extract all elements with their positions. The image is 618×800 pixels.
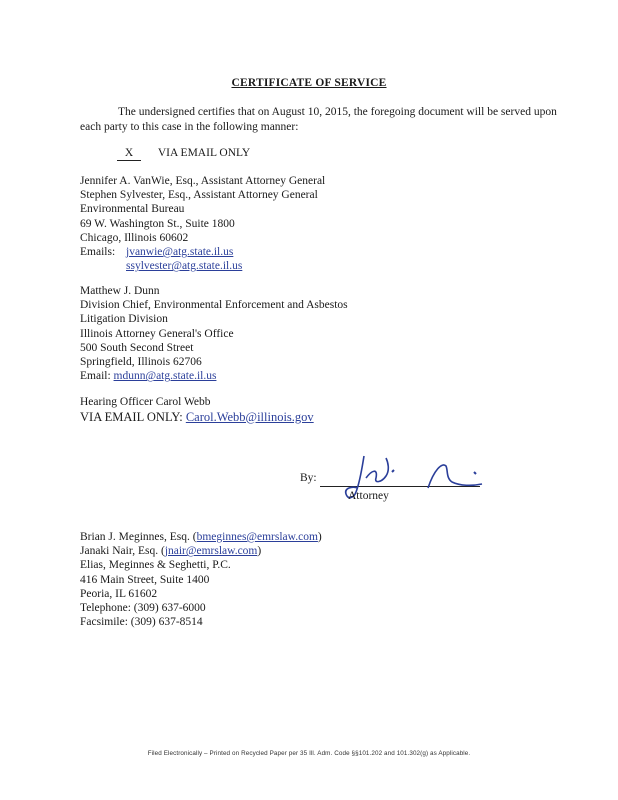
attorney-label: Attorney xyxy=(348,490,389,502)
service-method-mark: X xyxy=(117,147,141,161)
email-label: Email: xyxy=(80,370,111,383)
counsel-line: 416 Main Street, Suite 1400 xyxy=(80,573,210,586)
emails-row-2 xyxy=(80,259,325,273)
counsel-line: Elias, Meginnes & Seghetti, P.C. xyxy=(80,559,231,572)
signature-area xyxy=(300,448,490,508)
hearing-officer-via: VIA EMAIL ONLY: xyxy=(80,409,183,424)
email-link-dunn[interactable]: mdunn@atg.state.il.us xyxy=(113,370,217,383)
document-title: CERTIFICATE OF SERVICE xyxy=(231,77,387,89)
email-link-webb[interactable]: Carol.Webb@illinois.gov xyxy=(185,409,314,424)
recipient-line: Springfield, Illinois 62706 xyxy=(80,356,202,369)
paren-close: ) xyxy=(257,545,262,558)
recipient-line: 500 South Second Street xyxy=(80,341,194,354)
emails-row xyxy=(80,245,325,259)
service-method-label: VIA EMAIL ONLY xyxy=(157,147,251,159)
intro-paragraph: The undersigned certifies that on August 10, 2015, the foregoing document will be served upon each party to this case in the following manner: xyxy=(80,106,557,133)
recipient-block-division-chief xyxy=(80,284,348,383)
recipient-line: Division Chief, Environmental Enforcement and Asbestos xyxy=(80,299,348,312)
counsel-line: Peoria, IL 61602 xyxy=(80,587,158,600)
counsel-line: Facsimile: (309) 637-8514 xyxy=(80,616,203,629)
footer-note: Filed Electronically – Printed on Recycled Paper per 35 Ill. Adm. Code §§101.202 and 101.302(g) as Applicable. xyxy=(147,750,471,757)
email-link-vanwie[interactable]: jvanwie@atg.state.il.us xyxy=(126,246,234,259)
paren-close: ) xyxy=(317,531,322,543)
counsel-line-meginnes xyxy=(80,530,322,544)
by-label: By: xyxy=(300,472,317,484)
email-link-sylvester[interactable]: ssylvester@atg.state.il.us xyxy=(126,260,243,273)
counsel-name-meginnes: Brian J. Meginnes, Esq. ( xyxy=(80,531,197,543)
email-link-meginnes[interactable]: bmeginnes@emrslaw.com xyxy=(196,531,318,543)
recipient-line: Environmental Bureau xyxy=(80,203,185,216)
email-link-nair[interactable]: jnair@emrslaw.com xyxy=(164,545,258,558)
counsel-block xyxy=(80,530,322,629)
recipient-line: Stephen Sylvester, Esq., Assistant Attorney General xyxy=(80,189,318,202)
recipient-line: Jennifer A. VanWie, Esq., Assistant Attorney General xyxy=(80,175,326,187)
hearing-officer-email-row xyxy=(80,410,314,425)
hearing-officer-block xyxy=(80,395,314,424)
recipient-line: 69 W. Washington St., Suite 1800 xyxy=(80,217,235,230)
recipient-block-attorney-general xyxy=(80,174,325,273)
recipient-line: Matthew J. Dunn xyxy=(80,285,160,297)
counsel-line-nair xyxy=(80,544,322,558)
counsel-line: Telephone: (309) 637-6000 xyxy=(80,602,206,615)
recipient-line: Illinois Attorney General's Office xyxy=(80,327,234,340)
hearing-officer-name: Hearing Officer Carol Webb xyxy=(80,396,211,408)
email-row xyxy=(80,369,348,383)
counsel-name-nair: Janaki Nair, Esq. ( xyxy=(80,545,165,558)
service-method xyxy=(117,147,250,161)
recipient-line: Chicago, Illinois 60602 xyxy=(80,231,189,244)
recipient-line: Litigation Division xyxy=(80,313,168,326)
emails-label: Emails: xyxy=(80,246,116,259)
